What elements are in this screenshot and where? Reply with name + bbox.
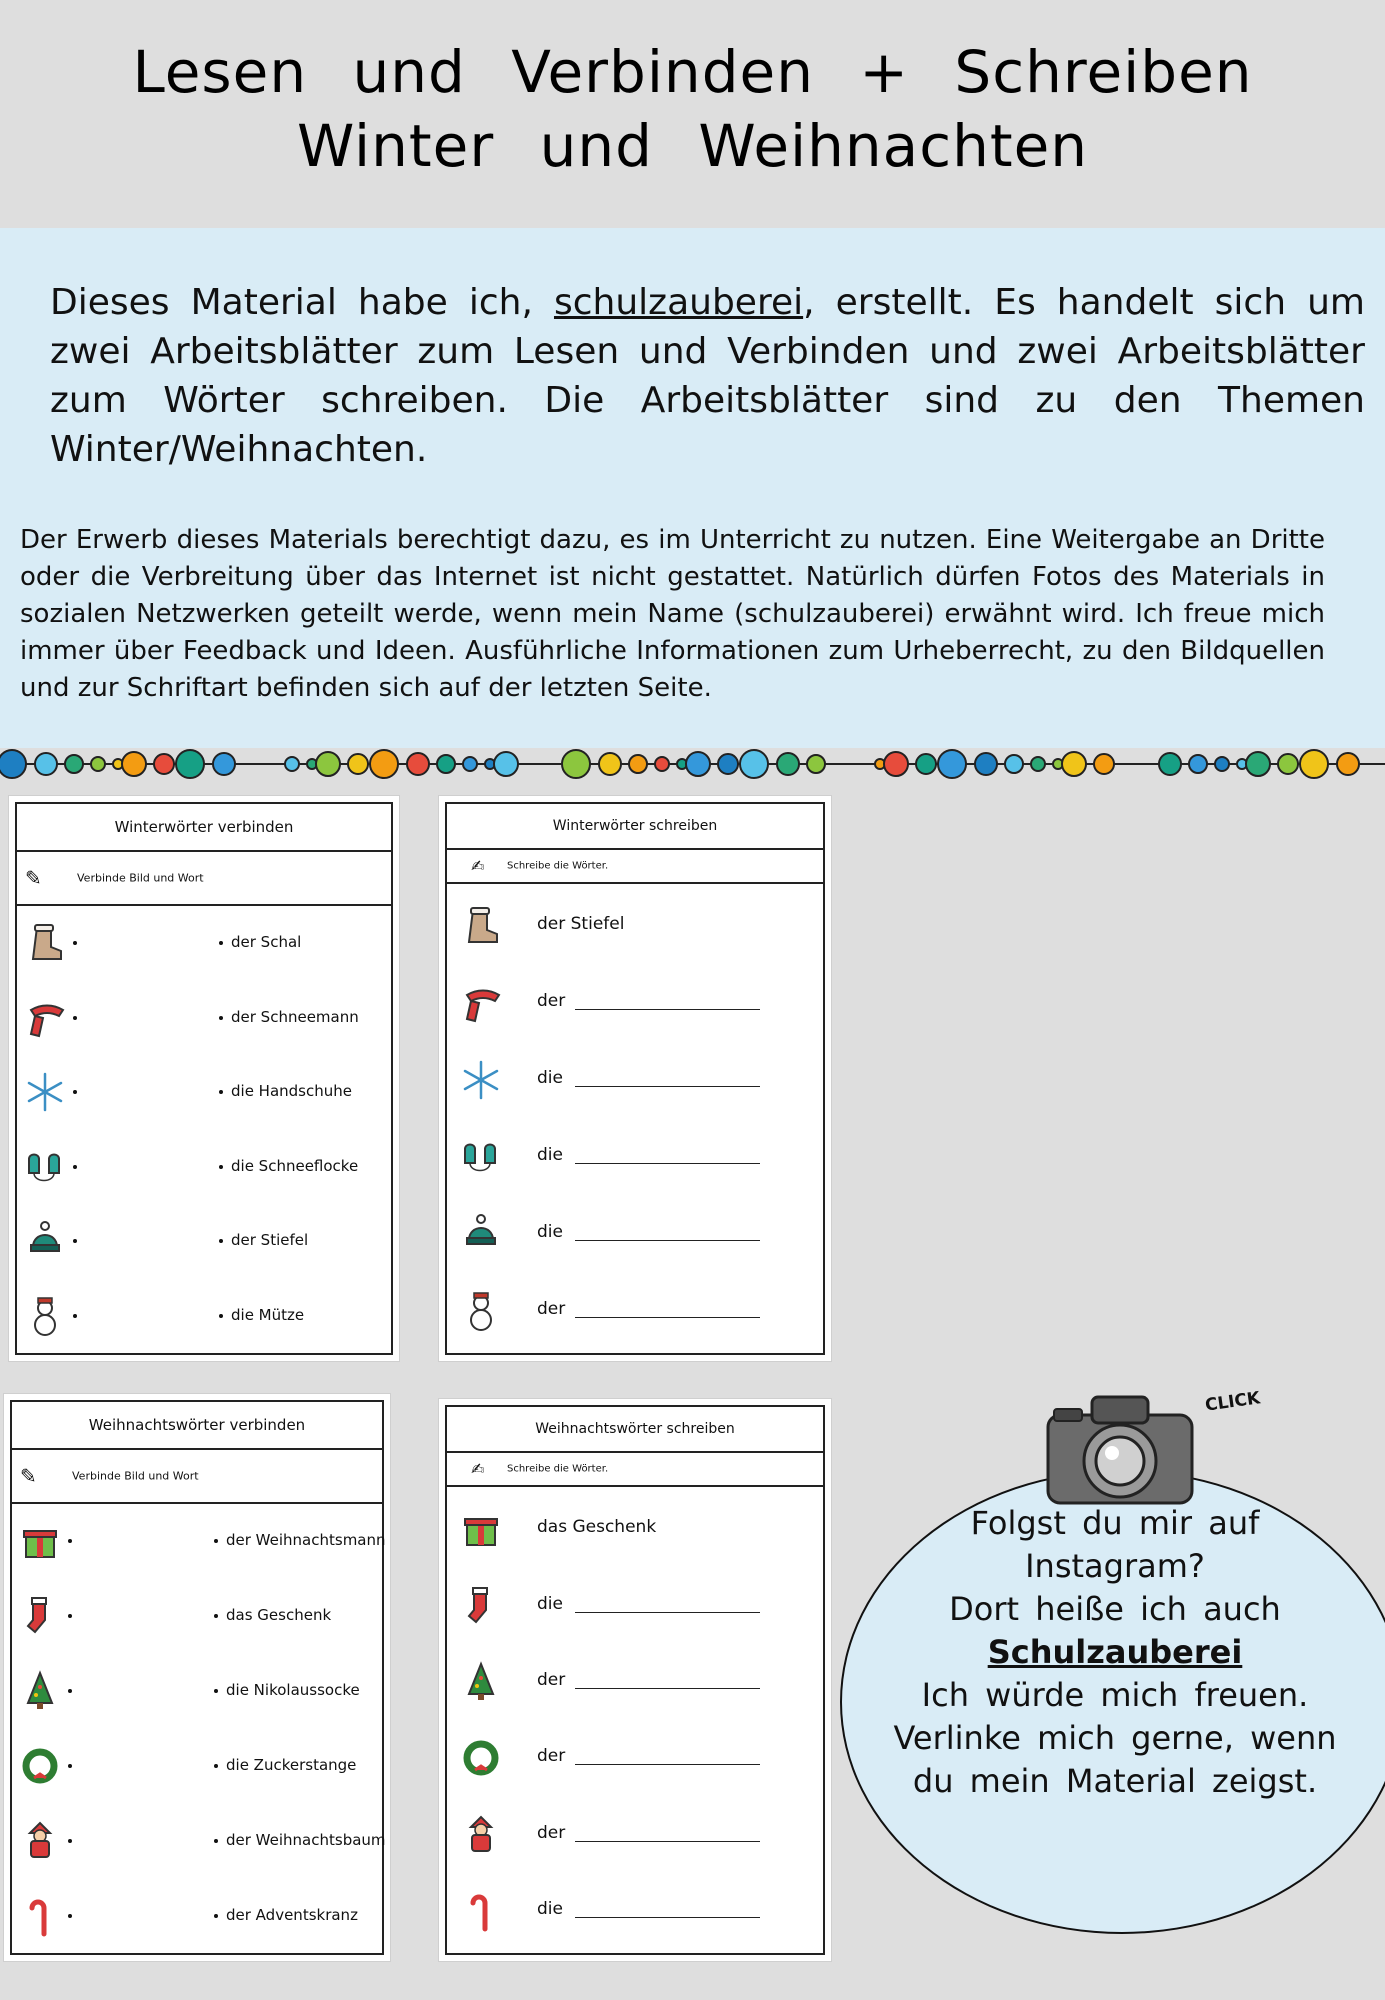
connect-dot-right[interactable] (219, 1016, 223, 1020)
connect-dot-right[interactable] (214, 1839, 218, 1843)
instruction-text: Verbinde Bild und Wort (77, 871, 204, 885)
writing-line[interactable] (575, 1317, 760, 1318)
stocking-icon (459, 1584, 503, 1628)
intro-text-start: Dieses Material habe ich, (50, 282, 554, 323)
hat-icon (23, 1219, 67, 1263)
click-label: CLICK (1203, 1388, 1262, 1416)
sheet-title: Weihnachtswörter schreiben (447, 1407, 823, 1453)
camera-icon (1040, 1385, 1200, 1510)
writing-line[interactable] (575, 1163, 760, 1164)
sheet-instruction (12, 1450, 382, 1504)
instruction-text: Schreibe die Wörter. (507, 1463, 609, 1475)
writing-line[interactable] (575, 1240, 760, 1241)
article-label: der (537, 1822, 566, 1843)
word-label: die Handschuhe (231, 1082, 352, 1101)
page-title-line2: Winter und Weihnachten (296, 112, 1089, 180)
author-name: schulzauberei (553, 282, 804, 323)
instagram-line4: Verlinke mich gerne, wenn du mein Material zeigst. (893, 1719, 1337, 1800)
writing-icon: ✍ (471, 1459, 485, 1479)
worksheet-winter-connect (8, 795, 400, 1362)
connect-dot-right[interactable] (219, 1165, 223, 1169)
snowman-icon (459, 1289, 503, 1333)
page-title-line1: Lesen und Verbinden + Schreiben (132, 38, 1253, 106)
word-label: der Weihnachtsmann (226, 1531, 386, 1550)
instagram-handle[interactable]: Schulzauberei (987, 1633, 1243, 1671)
mittens-icon (459, 1135, 503, 1179)
pencil-icon: ✎ (25, 866, 42, 890)
example-word: der Stiefel (537, 914, 625, 935)
boot-icon (23, 921, 67, 965)
snowflake-icon (459, 1058, 503, 1102)
writing-line[interactable] (575, 1009, 760, 1010)
example-word: das Geschenk (537, 1517, 657, 1538)
article-label: der (537, 1669, 566, 1690)
article-label: die (537, 1593, 563, 1614)
worksheet-christmas-connect (3, 1393, 391, 1962)
instagram-text (880, 1502, 1350, 1803)
article-label: die (537, 1068, 563, 1089)
writing-line[interactable] (575, 1764, 760, 1765)
article-label: die (537, 1898, 563, 1919)
word-label: der Schal (231, 933, 302, 952)
instagram-line1: Folgst du mir auf Instagram? (970, 1504, 1260, 1585)
sheet-title: Weihnachtswörter verbinden (12, 1402, 382, 1450)
word-label: der Adventskranz (226, 1905, 358, 1924)
wreath-icon (459, 1736, 503, 1780)
writing-line[interactable] (575, 1917, 760, 1918)
scarf-icon (23, 996, 67, 1040)
mittens-icon (23, 1145, 67, 1189)
boot-icon (459, 904, 503, 948)
connect-dot-left[interactable] (73, 1314, 77, 1318)
word-label: der Stiefel (231, 1231, 309, 1250)
candy-cane-icon (459, 1889, 503, 1933)
instruction-text: Verbinde Bild und Wort (72, 1469, 199, 1483)
instagram-line3: Ich würde mich freuen. (921, 1676, 1309, 1714)
santa-icon (459, 1813, 503, 1857)
connect-dot-left[interactable] (68, 1914, 72, 1918)
connect-dot-right[interactable] (219, 1314, 223, 1318)
connect-dot-left[interactable] (73, 1016, 77, 1020)
word-label: die Schneeflocke (231, 1156, 359, 1175)
writing-icon: ✍ (471, 856, 485, 876)
connect-dot-left[interactable] (68, 1764, 72, 1768)
wreath-icon (18, 1744, 62, 1788)
stocking-icon (18, 1594, 62, 1638)
article-label: die (537, 1221, 563, 1242)
snowman-icon (23, 1294, 67, 1338)
connect-dot-left[interactable] (68, 1839, 72, 1843)
snowflake-icon (23, 1070, 67, 1114)
intro-text-end: , erstellt. Es handelt sich um zwei Arbeitsblätter zum Lesen und Verbinden und zwei Arbeitsblätter zum Wörter schreiben. Die Arbeitsblätter sind zu den Themen Winter/Weihnachten. (50, 282, 1365, 470)
article-label: der (537, 1298, 566, 1319)
candy-cane-icon (18, 1894, 62, 1938)
word-label: die Zuckerstange (226, 1755, 357, 1774)
writing-line[interactable] (575, 1841, 760, 1842)
santa-icon (18, 1819, 62, 1863)
christmas-tree-icon (459, 1660, 503, 1704)
word-label: die Nikolaussocke (226, 1681, 360, 1700)
copyright-notice: Der Erwerb dieses Materials berechtigt dazu, es im Unterricht zu nutzen. Eine Weitergabe an Dritte oder die Verbreitung über das Internet ist nicht gestattet. Natürlich dürfen Fotos des Materials in sozialen Netzwerken geteilt werde, wenn mein Name (schulzauberei) erwähnt wird. Ich freue mich immer über Feedback und Ideen. Ausführliche Informationen zum Urheberrecht, zu den Bildquellen und zur Schriftart befinden sich auf der letzten Seite. (20, 525, 1325, 703)
worksheet-winter-write (438, 795, 832, 1362)
instruction-text: Schreibe die Wörter. (507, 860, 609, 872)
article-label: die (537, 1144, 563, 1165)
scarf-icon (459, 981, 503, 1025)
connect-dot-right[interactable] (214, 1914, 218, 1918)
word-label: das Geschenk (226, 1606, 332, 1625)
pencil-icon: ✎ (20, 1464, 37, 1488)
gift-icon (18, 1519, 62, 1563)
worksheet-christmas-write (438, 1398, 832, 1962)
word-label: der Schneemann (231, 1007, 359, 1026)
writing-line[interactable] (575, 1612, 760, 1613)
connect-dot-right[interactable] (214, 1764, 218, 1768)
bead-border (0, 738, 1385, 790)
word-label: der Weihnachtsbaum (226, 1830, 386, 1849)
sheet-instruction (447, 850, 823, 884)
sheet-instruction (17, 852, 391, 906)
writing-line[interactable] (575, 1086, 760, 1087)
connect-dot-left[interactable] (73, 1165, 77, 1169)
instagram-line2: Dort heiße ich auch (949, 1590, 1281, 1628)
hat-icon (459, 1212, 503, 1256)
sheet-instruction (447, 1453, 823, 1487)
writing-line[interactable] (575, 1688, 760, 1689)
intro-paragraph (50, 278, 1365, 474)
article-label: der (537, 1746, 566, 1767)
christmas-tree-icon (18, 1669, 62, 1713)
article-label: der (537, 991, 566, 1012)
gift-icon (459, 1507, 503, 1551)
sheet-title: Winterwörter verbinden (17, 804, 391, 852)
sheet-title: Winterwörter schreiben (447, 804, 823, 850)
word-label: die Mütze (231, 1305, 305, 1324)
